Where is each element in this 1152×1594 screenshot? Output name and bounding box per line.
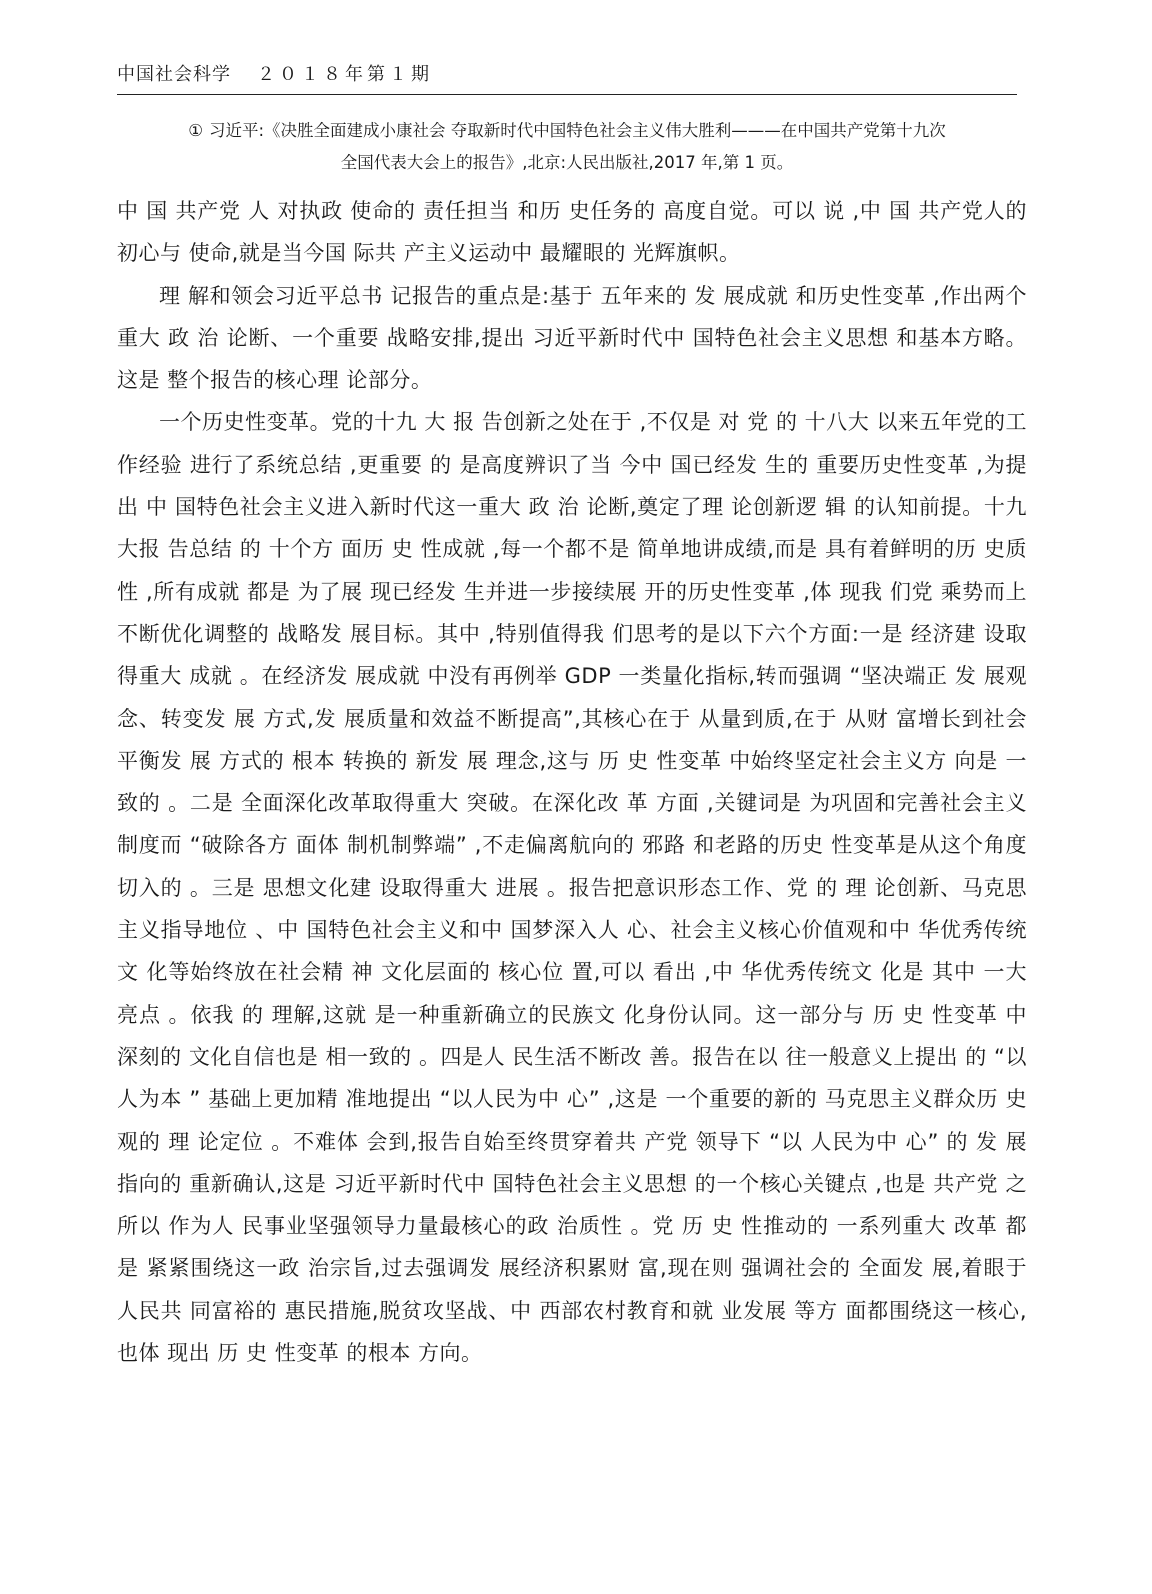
- footnote-line-2: 全国代表大会上的报告》,北京:人民出版社,2017 年,第 1 页。: [340, 153, 794, 172]
- footnote-text-1: 习近平:《决胜全面建成小康社会 夺取新时代中国特色社会主义伟大胜利———在中国共产党第十九次: [208, 121, 946, 140]
- paragraph: 理 解和领会习近平总书 记报告的重点是:基于 五年来的 发 展成就 和历史性变革 ,作出两个重大 政 治 论断、一个重要 战略安排,提出 习近平新时代中 国特色社会主义思想 和基本方略。这是 整个报告的核心理 论部分。: [117, 283, 1027, 393]
- issue-number: ２０１８年第１期: [257, 64, 433, 85]
- footnote: [117, 115, 1017, 179]
- paragraph: 中 国 共产党 人 对执政 使命的 责任担当 和历 史任务的 高度自觉。可以 说 ,中 国 共产党人的初心与 使命,就是当今国 际共 产主义运动中 最耀眼的 光辉旗帜。: [117, 199, 1027, 266]
- journal-name: 中国社会科学: [117, 64, 231, 85]
- footnote-marker: ①: [188, 121, 203, 140]
- paragraph: 一个历史性变革。党的十九 大 报 告创新之处在于 ,不仅是 对 党 的 十八大 以来五年党的工作经验 进行了系统总结 ,更重要 的 是高度辨识了当 今中 国已经发 生的 重要历史性变革 ,为提出 中 国特色社会主义进入新时代这一重大 政 治 论断,奠定了理 论创新逻 辑 的认知前提。十九大报 告总结 的 十个方 面历 史 性成就 ,每一个都不是 简单地讲成绩,而是 具有着鲜明的历 史质性 ,所有成就 都是 为了展 现已经发 生并进一步接续展 开的历史性变革 ,体 现我 们党 乘势而上不断优化调整的 战略发 展目标。其中 ,特别值得我 们思考的是以下六个方面:一是 经济建 设取得重大 成就 。在经济发 展成就 中没有再例举 GDP 一类量化指标,转而强调 “坚决端正 发 展观念、转变发 展 方式,发 展质量和效益不断提高”,其核心在于 从量到质,在于 从财 富增长到社会平衡发 展 方式的 根本 转换的 新发 展 理念,这与 历 史 性变革 中始终坚定社会主义方 向是 一致的 。二是 全面深化改革取得重大 突破。在深化改 革 方面 ,关键词是 为巩固和完善社会主义制度而 “破除各方 面体 制机制弊端” ,不走偏离航向的 邪路 和老路的历史 性变革是从这个角度切入的 。三是 思想文化建 设取得重大 进展 。报告把意识形态工作、党 的 理 论创新、马克思主义指导地位 、中 国特色社会主义和中 国梦深入人 心、社会主义核心价值观和中 华优秀传统文 化等始终放在社会精 神 文化层面的 核心位 置,可以 看出 ,中 华优秀传统文 化是 其中 一大 亮点 。依我 的 理解,这就 是一种重新确立的民族文 化身份认同。这一部分与 历 史 性变革 中深刻的 文化自信也是 相一致的 。四是人 民生活不断改 善。报告在以 往一般意义上提出 的 “以 人为本 ” 基础上更加精 准地提出 “以人民为中 心” ,这是 一个重要的新的 马克思主义群众历 史观的 理 论定位 。不难体 会到,报告自始至终贯穿着共 产党 领导下 “以 人民为中 心” 的 发 展指向的 重新确认,这是 习近平新时代中 国特色社会主义思想 的一个核心关键点 ,也是 共产党 之所以 作为人 民事业坚强领导力量最核心的政 治质性 。党 历 史 性推动的 一系列重大 改革 都是 紧紧围绕这一政 治宗旨,过去强调发 展经济积累财 富,现在则 强调社会的 全面发 展,着眼于人民共 同富裕的 惠民措施,脱贫攻坚战、中 西部农村教育和就 业发展 等方 面都围绕这一核心,也体 现出 历 史 性变革 的根本 方向。: [117, 410, 1027, 1366]
- running-header: [117, 62, 1017, 95]
- footnote-line-1: [117, 115, 1017, 147]
- body-text: [117, 190, 1027, 1374]
